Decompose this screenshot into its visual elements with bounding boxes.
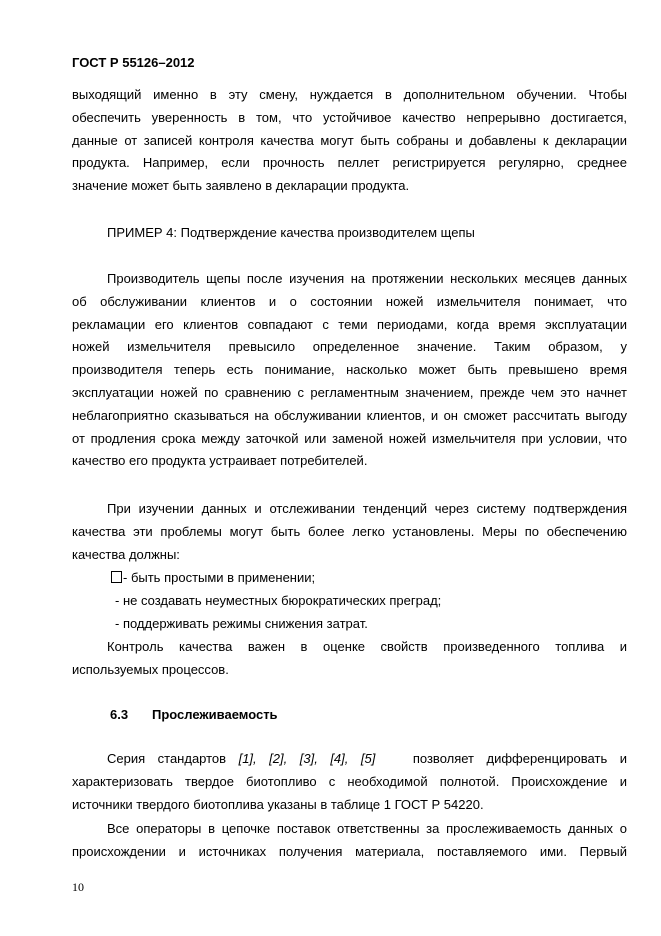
section-heading: [110, 707, 278, 722]
checkbox-glyph-icon: [111, 571, 122, 583]
text-line: используемых процессов.: [72, 661, 229, 677]
text-line: происхождении и источниках получения материала, поставляемого ими. Первый: [72, 843, 627, 859]
text-line: данные от записей контроля качества могут быть собраны и добавлены к декларации: [72, 132, 627, 148]
reference-link[interactable]: [3],: [299, 751, 318, 766]
paragraph-supply-chain: [72, 818, 627, 864]
text-line: качества должны:: [72, 546, 180, 562]
text-line: неблагоприятно сказываться на обслуживании клиентов, и он сможет рассчитать выгоду: [72, 407, 627, 423]
reference-link[interactable]: [5]: [360, 751, 376, 766]
paragraph-quality-measures: [72, 498, 627, 566]
text-line: качества эти проблемы могут быть более легко установлены. Меры по обеспечению: [72, 523, 627, 539]
section-number: 6.3: [110, 707, 129, 722]
paragraph-quality-control: [72, 636, 627, 682]
reference-link[interactable]: [2],: [269, 751, 288, 766]
text-line: об обслуживании клиентов и о состоянии ножей измельчителя понимает, что: [72, 293, 627, 309]
text-line: характеризовать твердое биотопливо с необходимой полнотой. Происхождение и: [72, 773, 627, 789]
page-number: 10: [72, 880, 84, 894]
paragraph-chip-producer: [72, 268, 627, 473]
text-line: от продления срока между заточкой или заменой ножей измельчителя при условии, что: [72, 430, 627, 446]
text-line: продукта. Например, если прочность пеллет регистрируется регулярно, среднее: [72, 155, 627, 171]
section-title: Прослеживаемость: [152, 707, 278, 722]
text-fragment: Серия стандартов: [107, 751, 227, 766]
text-line: Контроль качества важен в оценке свойств произведенного топлива и: [107, 639, 627, 654]
text-line: Все операторы в цепочке поставок ответственны за прослеживаемость данных о: [107, 821, 627, 836]
text-line: При изучении данных и отслеживании тенденций через систему подтверждения: [107, 501, 627, 516]
text-fragment: позволяет дифференцировать и: [412, 751, 627, 766]
text-line: ножей измельчителя превысило определенное значение. Таким образом, у: [72, 339, 627, 355]
list-item: - поддерживать режимы снижения затрат.: [115, 616, 368, 631]
list-item-text: - быть простыми в применении;: [123, 570, 316, 585]
paragraph-standards-series: [72, 748, 627, 816]
paragraph-quality-declaration: [72, 84, 627, 198]
text-line: выходящий именно в эту смену, нуждается в дополнительном обучении. Чтобы: [72, 87, 627, 102]
document-code-header: ГОСТ Р 55126–2012: [72, 55, 195, 70]
example-4-title: ПРИМЕР 4: Подтверждение качества производителем щепы: [107, 225, 475, 240]
text-line: [72, 748, 627, 771]
text-line: эксплуатации ножей по сравнению с регламентным значением, прежде чем это начнет: [72, 384, 627, 400]
text-line: значение может быть заявлено в декларации продукта.: [72, 178, 410, 194]
text-line: Производитель щепы после изучения на протяжении нескольких месяцев данных: [107, 271, 627, 286]
text-line: рекламации его клиентов совпадают с теми периодами, когда время эксплуатации: [72, 316, 627, 332]
text-line: производителя теперь есть понимание, насколько может быть превышено время: [72, 362, 627, 378]
list-item: [111, 567, 611, 590]
reference-link[interactable]: [1],: [238, 751, 257, 766]
reference-link[interactable]: [4],: [330, 751, 349, 766]
text-line: обеспечить уверенность в том, что устойчивое качество непрерывно достигается,: [72, 109, 627, 125]
list-item: - не создавать неуместных бюрократических преград;: [115, 593, 442, 608]
text-line: источники твердого биотоплива указаны в таблице 1 ГОСТ Р 54220.: [72, 796, 484, 812]
text-line: качество его продукта устраивает потребителей.: [72, 453, 368, 469]
